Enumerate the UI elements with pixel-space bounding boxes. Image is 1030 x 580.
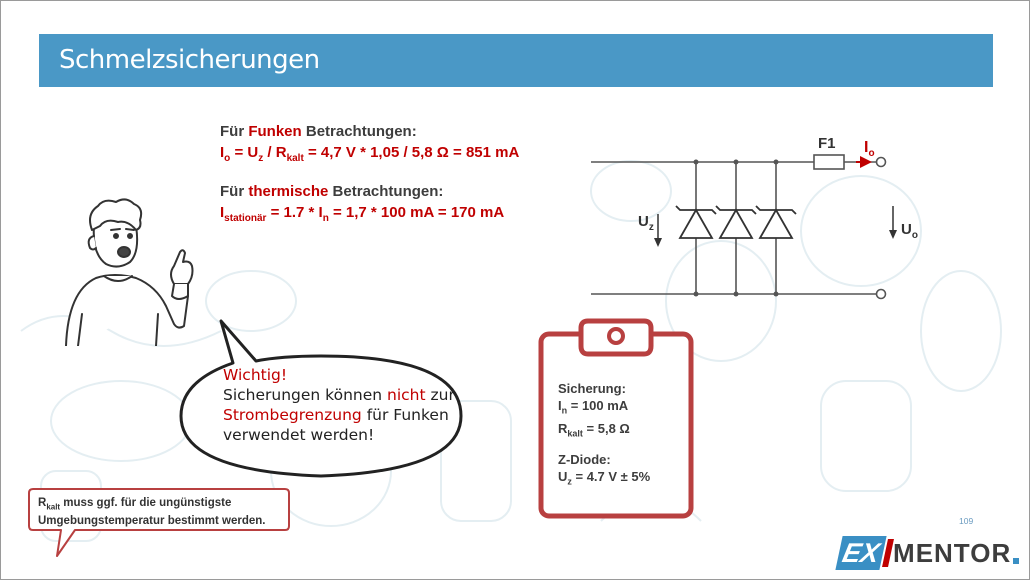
speech-highlight-nicht: nicht [387,386,426,404]
speech-text: Wichtig! Sicherungen können nicht zur Strombegrenzung für Funken verwendet werden! [223,366,455,444]
highlight-funken: Funken [248,123,302,140]
fuse-rated-current: $I_n = 100$ mA [558,398,629,416]
page-number: 109 [959,516,974,526]
formula-thermisch: $I_{stationär} = 1.7 * I_n = 1,7 * 100$ mA = 170 mA [220,204,505,224]
clipboard-text [558,380,650,491]
formula-heading-funken: Für Funken Betrachtungen: [220,123,417,140]
diode-voltage: $U_z = 4.7$ V ± 5% [558,469,651,487]
speech-heading: Wichtig! [223,366,288,384]
fuse-label: F1 [818,135,836,152]
formula-heading-thermisch: Für thermische Betrachtungen: [220,183,444,200]
circuit-diagram [586,126,926,311]
uz-label: $U_z$ [638,213,654,233]
logo-ex: EX [835,536,886,570]
fuse-cold-resistance: $R_{kalt} = 5,8$ Ω [558,420,630,439]
eximentor-logo [839,536,1019,570]
note-text: $R_{kalt}$ muss ggf. für die ungünstigste Umgebungstemperatur bestimmt werden. [38,497,266,528]
formula-funken: $I_o = U_z / R_{kalt} = 4,7$ V * 1,05 / 5,8 Ω = 851 mA [220,144,520,164]
highlight-thermisch: thermische [248,183,329,200]
fuse-heading: Sicherung: [558,381,626,396]
diode-heading: Z-Diode: [558,452,611,468]
uo-label: $U_o$ [901,221,918,241]
speech-highlight-strombegrenzung: Strombegrenzung [223,406,362,424]
zener-diodes [676,206,796,238]
page-title: Schmelzsicherungen [59,45,320,75]
result-funken: 851 mA [465,144,520,161]
title-bar [39,34,993,87]
logo-dot [1013,558,1019,564]
formulas-block [220,121,519,229]
logo-mentor: MENTOR [893,538,1012,568]
current-label: $I_o$ [864,139,875,159]
